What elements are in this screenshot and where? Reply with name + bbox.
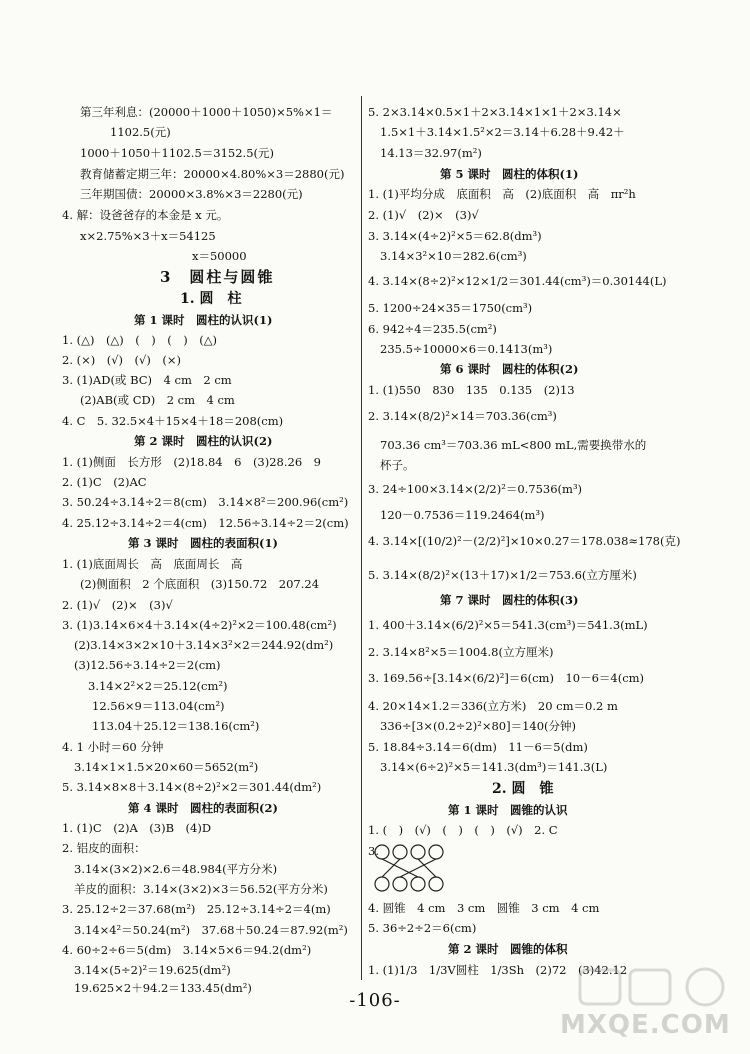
- right-line: 5. 36÷2÷2＝6(cm): [368, 921, 477, 935]
- right-line: 3.: [368, 844, 379, 858]
- page-number: -106-: [349, 990, 401, 1011]
- left-line: 2. (×) (√) (√) (×): [62, 353, 181, 367]
- column-divider: [361, 96, 362, 980]
- left-line: x＝50000: [192, 249, 247, 263]
- left-line: 3. (1)3.14×6×4＋3.14×(4÷2)²×2＝100.48(cm²): [62, 618, 337, 632]
- left-line: 3. 25.12÷2＝37.68(m²) 25.12÷3.14÷2＝4(m): [62, 902, 331, 916]
- left-line: 4. 60÷2÷6＝5(dm) 3.14×5×6＝94.2(dm²): [62, 943, 312, 957]
- bottom-circle: [375, 877, 389, 891]
- match-line: [382, 859, 400, 877]
- left-line: 3.14×(3×2)×2.6＝48.984(平方分米): [74, 862, 278, 876]
- match-line: [418, 859, 436, 877]
- right-line: 4. 圆锥 4 cm 3 cm 圆锥 3 cm 4 cm: [368, 901, 600, 915]
- left-line: 4. 1 小时＝60 分钟: [62, 740, 164, 754]
- left-line: 2. (1)√ (2)× (3)√: [62, 598, 173, 612]
- right-line: 703.36 cm³＝703.36 mL<800 mL,需要换带水的: [380, 438, 647, 452]
- right-line: 3.14×(6÷2)²×5＝141.3(dm³)＝141.3(L): [380, 760, 608, 774]
- right-line: 1. ( ) (√) ( ) ( ) (√) 2. C: [368, 823, 558, 837]
- right-line: 1. (1)550 830 135 0.135 (2)13: [368, 383, 575, 397]
- left-line: 三年期国债：20000×3.8%×3＝2280(元): [80, 187, 303, 201]
- watermark-text: MXQE.COM: [560, 1010, 731, 1040]
- left-line: 3.14×2²×2＝25.12(cm²): [88, 679, 228, 693]
- left-line: 4. 25.12÷3.14÷2＝4(cm) 12.56÷3.14÷2＝2(cm): [62, 516, 349, 530]
- left-line: 羊皮的面积：3.14×(3×2)×3＝56.52(平方分米): [74, 882, 328, 896]
- left-line: 5. 3.14×8×8＋3.14×(8÷2)²×2＝301.44(dm²): [62, 780, 322, 794]
- left-line: 4. 解：设爸爸存的本金是 x 元。: [62, 208, 229, 222]
- right-line: 3. 3.14×(4÷2)²×5＝62.8(dm³): [368, 229, 542, 243]
- watermark-graphic: [560, 960, 745, 1010]
- right-line: 3. 24÷100×3.14×(2/2)²＝0.7536(m³): [368, 482, 583, 496]
- top-circle: [393, 845, 407, 859]
- right-line: 120－0.7536＝119.2464(m³): [380, 508, 545, 522]
- left-line: 3.14×4²＝50.24(m²) 37.68＋50.24＝87.92(m²): [74, 923, 348, 937]
- left-line: 1000＋1050＋1102.5＝3152.5(元): [80, 146, 274, 160]
- left-line: 2. 铝皮的面积：: [62, 841, 146, 855]
- right-line: 4. 3.14×(8÷2)²×12×1/2＝301.44(cm³)＝0.30144(L): [368, 274, 667, 288]
- left-line: 113.04＋25.12＝138.16(cm²): [92, 719, 260, 733]
- right-line: 杯子。: [380, 458, 415, 472]
- left-line: (2)3.14×3×2×10＋3.14×3²×2＝244.92(dm²): [74, 638, 334, 652]
- right-line: 1. (1)平均分成 底面积 高 (2)底面积 高 πr²h: [368, 187, 636, 201]
- left-line: 1. (1)侧面 长方形 (2)18.84 6 (3)28.26 9: [62, 455, 321, 469]
- right-line: 235.5÷10000×6＝0.1413(m³): [380, 342, 553, 356]
- right-line: 5. 18.84÷3.14＝6(dm) 11－6＝5(dm): [368, 740, 588, 754]
- right-line: 1. (1)1/3 1/3V圆柱 1/3Sh (2)72 (3)42.12: [368, 963, 628, 977]
- left-line: 第 4 课时 圆柱的表面积(2): [128, 801, 278, 815]
- right-line: 3.14×3²×10＝282.6(cm³): [380, 249, 527, 263]
- right-line: 3. 169.56÷[3.14×(6/2)²]＝6(cm) 10－6＝4(cm): [368, 671, 645, 685]
- left-line: 4. C 5. 32.5×4＋15×4＋18＝208(cm): [62, 414, 284, 428]
- match-line: [382, 859, 418, 877]
- left-line: 2. (1)C (2)AC: [62, 475, 147, 489]
- left-line: 1. 圆 柱: [180, 291, 242, 307]
- right-line: 6. 942÷4＝235.5(cm²): [368, 322, 497, 336]
- bottom-circle: [411, 877, 425, 891]
- left-line: 3. 50.24÷3.14÷2＝8(cm) 3.14×8²＝200.96(cm²): [62, 495, 349, 509]
- left-line: 12.56×9＝113.04(cm²): [92, 699, 225, 713]
- right-line: 5. 3.14×(8/2)²×(13＋17)×1/2＝753.6(立方厘米): [368, 568, 637, 582]
- right-line: 第 6 课时 圆柱的体积(2): [440, 362, 579, 376]
- right-line: 2. 3.14×(8/2)²×14＝703.36(cm³): [368, 409, 557, 423]
- right-line: 第 1 课时 圆锥的认识: [448, 803, 568, 817]
- left-line: 3.14×(5÷2)²＝19.625(dm²): [74, 963, 231, 977]
- left-line: 1. (1)底面周长 高 底面周长 高: [62, 557, 243, 571]
- match-line: [400, 859, 436, 877]
- left-line: (2)侧面积 2 个底面积 (3)150.72 207.24: [80, 577, 320, 591]
- right-line: 4. 3.14×[(10/2)²－(2/2)²]×10×0.27＝178.038≈178(克): [368, 534, 681, 548]
- left-line: 1. (1)C (2)A (3)B (4)D: [62, 821, 212, 835]
- left-line: 3. (1)AD(或 BC) 4 cm 2 cm: [62, 373, 232, 387]
- left-line: 第三年利息：(20000＋1000＋1050)×5%×1＝: [80, 105, 333, 119]
- right-line: 5. 1200÷24×35＝1750(cm³): [368, 301, 533, 315]
- right-line: 2. 3.14×8²×5＝1004.8(立方厘米): [368, 645, 554, 659]
- right-line: 336÷[3×(0.2÷2)²×80]＝140(分钟): [380, 719, 577, 733]
- right-line: 第 5 课时 圆柱的体积(1): [440, 167, 579, 181]
- top-circle: [411, 845, 425, 859]
- left-line: 3 圆柱与圆锥: [160, 268, 275, 286]
- left-line: 第 2 课时 圆柱的认识(2): [134, 434, 273, 448]
- left-line: 第 3 课时 圆柱的表面积(1): [128, 536, 278, 550]
- right-line: 2. 圆 锥: [492, 781, 554, 797]
- right-line: 第 2 课时 圆锥的体积: [448, 942, 568, 956]
- right-line: 4. 20×14×1.2＝336(立方米) 20 cm＝0.2 m: [368, 699, 618, 713]
- left-line: 1102.5(元): [110, 125, 171, 139]
- right-line: 1. 400＋3.14×(6/2)²×5＝541.3(cm³)＝541.3(mL): [368, 618, 648, 632]
- right-line: 2. (1)√ (2)× (3)√: [368, 208, 479, 222]
- left-line: 教育储蓄定期三年：20000×4.80%×3＝2880(元): [80, 167, 345, 181]
- right-line: 1.5×1＋3.14×1.5²×2＝3.14＋6.28＋9.42＋: [380, 125, 625, 139]
- bottom-circle: [393, 877, 407, 891]
- left-line: 19.625×2＋94.2＝133.45(dm²): [74, 981, 252, 995]
- right-line: 14.13＝32.97(m²): [380, 146, 482, 160]
- left-line: 1. (△) (△) ( ) ( ) (△): [62, 333, 218, 347]
- right-line: 第 7 课时 圆柱的体积(3): [440, 593, 579, 607]
- watermark-logo: [560, 960, 745, 1050]
- right-line: 5. 2×3.14×0.5×1＋2×3.14×1×1＋2×3.14×: [368, 105, 622, 119]
- left-line: 第 1 课时 圆柱的认识(1): [134, 313, 273, 327]
- left-line: 3.14×1×1.5×20×60＝5652(m²): [74, 760, 259, 774]
- bottom-circle: [429, 877, 443, 891]
- left-line: (2)AB(或 CD) 2 cm 4 cm: [80, 393, 235, 407]
- left-line: (3)12.56÷3.14÷2＝2(cm): [74, 658, 221, 672]
- top-circle: [429, 845, 443, 859]
- left-line: x×2.75%×3＋x＝54125: [80, 229, 216, 243]
